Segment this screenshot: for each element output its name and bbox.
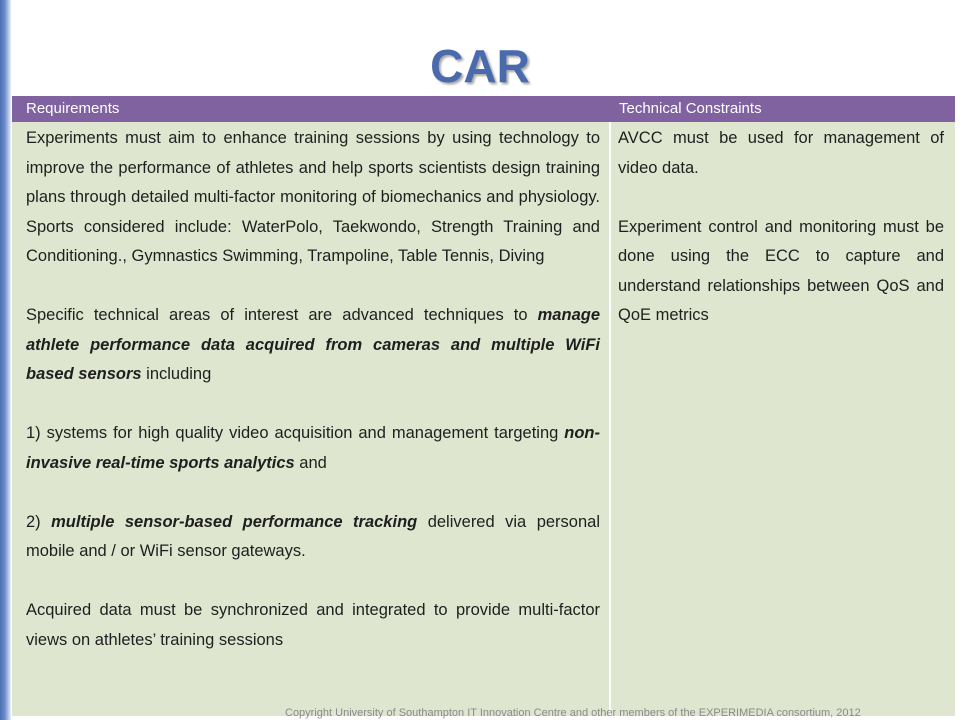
requirements-paragraph-5: Acquired data must be synchronized and integrated to provide multi-factor views on athletes’ training sessions (26, 601, 600, 649)
constraints-cell (618, 124, 944, 331)
req-p4-emphasis: multiple sensor-based performance tracking (51, 512, 418, 531)
copyright-footer: Copyright University of Southampton IT Innovation Centre and other members of the EXPERIMEDIA consortium, 2012 (285, 707, 861, 719)
requirements-table (12, 96, 955, 716)
req-p2-tail: including (141, 365, 212, 383)
slide-title: CAR (430, 40, 530, 92)
left-accent-bar (0, 0, 11, 720)
requirements-cell (26, 124, 600, 655)
requirements-paragraph-3 (26, 419, 600, 478)
header-requirements: Requirements (26, 100, 120, 117)
requirements-paragraph-1: Experiments must aim to enhance training sessions by using technology to improve the performance of athletes and help sports scientists design training plans through detailed multi-factor monitoring of biomechanics and physiology. Sports considered include: WaterPolo, Taekwondo, Strength Training and Conditioning., Gymnastics Swimming, Trampoline, Table Tennis, Diving (26, 129, 600, 265)
req-p3-emphasis: non-invasive real-time sports analytics (26, 424, 600, 472)
column-divider (609, 122, 611, 716)
requirements-paragraph-4 (26, 508, 600, 567)
constraints-paragraph-1: AVCC must be used for management of video data. (618, 129, 944, 177)
table-header-row (12, 96, 955, 122)
req-p4-text: 2) (26, 512, 52, 531)
req-p3-text: 1) systems for high quality video acquisition and management targeting (26, 424, 565, 442)
requirements-paragraph-2 (26, 301, 600, 390)
req-p2-text: Specific technical areas of interest are advanced techniques to (26, 306, 538, 324)
req-p2-emphasis: manage athlete performance data acquired from cameras and multiple WiFi based sensors (26, 306, 600, 383)
constraints-paragraph-2: Experiment control and monitoring must be done using the ECC to capture and understand relationships between QoS and QoE metrics (618, 217, 944, 324)
req-p3-tail: and (294, 453, 327, 472)
req-p4-tail: delivered via personal mobile and / or WiFi sensor gateways. (26, 512, 600, 560)
header-technical-constraints: Technical Constraints (619, 100, 762, 117)
